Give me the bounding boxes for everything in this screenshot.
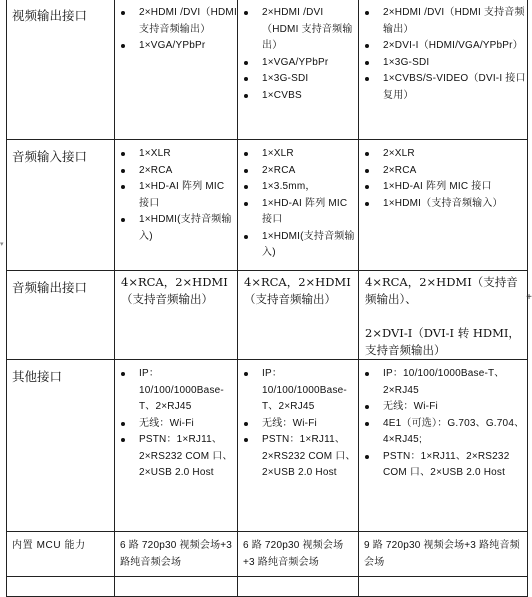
list-item: IP：10/100/1000Base-T、2×RJ45 bbox=[359, 366, 527, 399]
spec-cell bbox=[115, 271, 238, 360]
list-item: 2×DVI-I（HDMI/VGA/YPbPr） bbox=[359, 38, 527, 55]
list-item: 2×HDMI /DVI（HDMI 支持音频输出） bbox=[115, 5, 237, 38]
list-item: 1×HD-AI 阵列 MIC 接口 bbox=[238, 196, 358, 229]
row-label: 音频输入接口 bbox=[12, 149, 88, 164]
spec-cell bbox=[115, 0, 238, 140]
row-label: 视频输出接口 bbox=[12, 8, 88, 23]
spec-cell bbox=[238, 0, 359, 140]
list-item: 1×HDMI（支持音频输入） bbox=[359, 196, 527, 213]
list-item: IP：10/100/1000Base-T、2×RJ45 bbox=[115, 366, 237, 416]
spec-cell bbox=[238, 140, 359, 271]
spec-cell bbox=[359, 271, 528, 360]
spec-cell bbox=[359, 532, 528, 577]
list-item: 1×3G-SDI bbox=[238, 71, 358, 88]
add-row-icon[interactable]: + bbox=[526, 292, 532, 303]
list-item: 2×RCA bbox=[359, 163, 527, 180]
cell-text: 2×DVI-I（DVI-I 转 HDMI，支持音频输出） bbox=[365, 326, 520, 357]
row-label-cell bbox=[7, 140, 115, 271]
list-item: 1×3G-SDI bbox=[359, 55, 527, 72]
list-item: 无线：Wi-Fi bbox=[115, 416, 237, 433]
list-item: PSTN：1×RJ11、2×RS232 COM 口、2×USB 2.0 Host bbox=[115, 432, 237, 482]
list-item: 无线：Wi-Fi bbox=[359, 399, 527, 416]
list-item: 1×HDMI(支持音频输入) bbox=[115, 212, 237, 245]
row-label-cell bbox=[7, 271, 115, 360]
table-row bbox=[7, 271, 528, 360]
table-row bbox=[7, 360, 528, 532]
cell-text: 4×RCA，2×HDMI（支持音频输出） bbox=[121, 275, 228, 306]
spec-cell bbox=[238, 360, 359, 532]
list-item: PSTN：1×RJ11、2×RS232 COM 口、2×USB 2.0 Host bbox=[359, 449, 527, 482]
table-row bbox=[7, 0, 528, 140]
cell-text: 6 路 720p30 视频会场+3 路纯音频会场 bbox=[120, 540, 233, 568]
cell-text: 4×RCA，2×HDMI（支持音频输出）、 bbox=[365, 275, 518, 306]
spec-table bbox=[6, 0, 528, 597]
list-item: 2×RCA bbox=[115, 163, 237, 180]
list-item: 2×HDMI /DVI（HDMI 支持音频输出） bbox=[238, 5, 358, 55]
list-item: 1×HD-AI 阵列 MIC 接口 bbox=[359, 179, 527, 196]
spec-cell bbox=[359, 360, 528, 532]
table-row bbox=[7, 140, 528, 271]
cell-text: 9 路 720p30 视频会场+3 路纯音频会场 bbox=[364, 540, 520, 568]
list-item: 4E1（可选）：G.703、G.704、4×RJ45; bbox=[359, 416, 527, 449]
list-item: 1×XLR bbox=[238, 146, 358, 163]
cell-text: 6 路 720p30 视频会场+3 路纯音频会场 bbox=[243, 540, 344, 568]
list-item: 2×XLR bbox=[359, 146, 527, 163]
list-item: 1×VGA/YPbPr bbox=[115, 38, 237, 55]
list-item: 1×VGA/YPbPr bbox=[238, 55, 358, 72]
spec-cell bbox=[359, 140, 528, 271]
list-item: 无线：Wi-Fi bbox=[238, 416, 358, 433]
list-item: 1×3.5mm， bbox=[238, 179, 358, 196]
row-label-cell bbox=[7, 0, 115, 140]
row-label-cell bbox=[7, 532, 115, 577]
list-item: 1×CVBS/S-VIDEO（DVI-I 接口复用） bbox=[359, 71, 527, 104]
spec-cell bbox=[115, 532, 238, 577]
list-item: 2×RCA bbox=[238, 163, 358, 180]
collapse-triangle-icon: ▾ bbox=[0, 241, 4, 248]
spec-cell bbox=[238, 271, 359, 360]
spec-cell bbox=[238, 532, 359, 577]
list-item: 1×XLR bbox=[115, 146, 237, 163]
list-item: 2×HDMI /DVI（HDMI 支持音频输出） bbox=[359, 5, 527, 38]
spec-cell bbox=[115, 360, 238, 532]
table-row bbox=[7, 532, 528, 577]
table-row bbox=[7, 577, 528, 597]
row-label: 内置 MCU 能力 bbox=[12, 540, 86, 551]
spec-cell bbox=[359, 0, 528, 140]
list-item: IP：10/100/1000Base-T、2×RJ45 bbox=[238, 366, 358, 416]
spec-cell bbox=[115, 140, 238, 271]
list-item: 1×HDMI(支持音频输入) bbox=[238, 229, 358, 262]
list-item: PSTN：1×RJ11、2×RS232 COM 口、2×USB 2.0 Host bbox=[238, 432, 358, 482]
row-label: 其他接口 bbox=[12, 369, 63, 384]
row-label-cell bbox=[7, 360, 115, 532]
list-item: 1×CVBS bbox=[238, 88, 358, 105]
row-label: 音频输出接口 bbox=[12, 280, 88, 295]
cell-text: 4×RCA，2×HDMI（支持音频输出） bbox=[244, 275, 351, 306]
list-item: 1×HD-AI 阵列 MIC 接口 bbox=[115, 179, 237, 212]
